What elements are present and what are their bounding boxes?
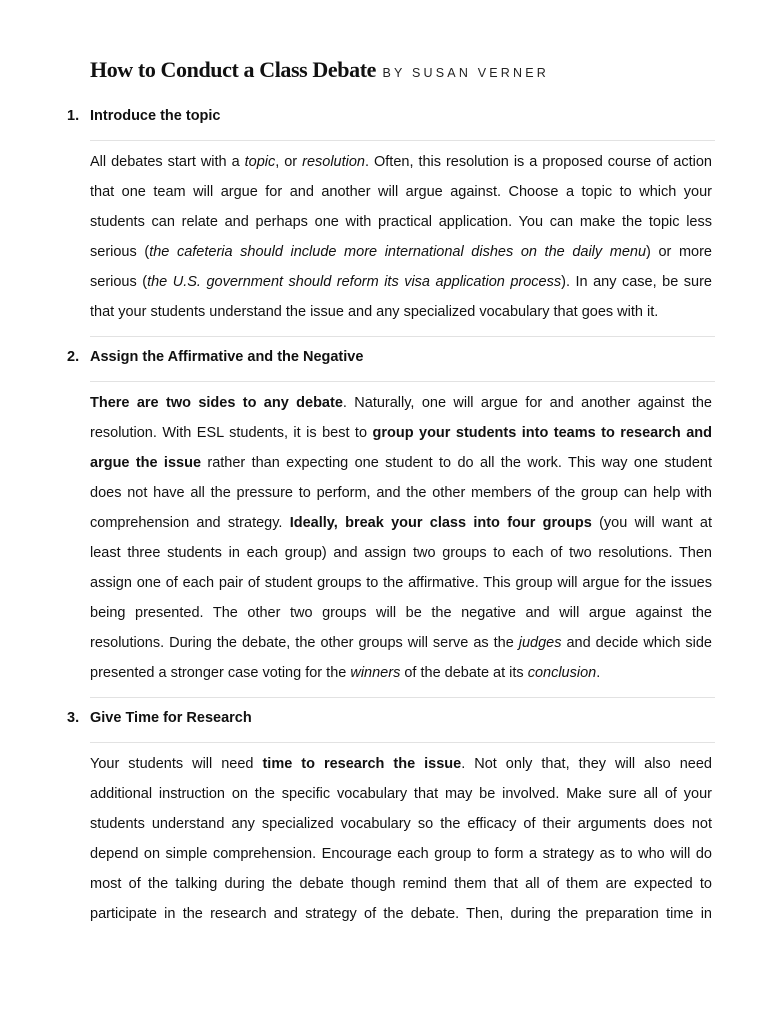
paragraph-line: [90, 478, 712, 508]
text-run: presented a stronger case voting for the: [90, 665, 351, 681]
paragraph-line: [90, 538, 712, 568]
section-number: 1.: [67, 108, 80, 124]
text-run: depend on simple comprehension. Encourage each group to form a strategy as to who will do: [90, 846, 712, 862]
document-title: How to Conduct a Class Debate: [90, 57, 377, 82]
section-title: Introduce the topic: [90, 108, 221, 124]
paragraph-line: [90, 749, 712, 779]
paragraph-line: [90, 297, 712, 327]
text-run: ) or more: [646, 244, 712, 260]
text-run: . Often, this resolution is a proposed course of action: [364, 154, 712, 170]
paragraph-line: [90, 839, 712, 869]
paragraph-line: [90, 237, 712, 267]
paragraph-line: [90, 809, 712, 839]
bold-text: argue the issue: [90, 455, 202, 471]
text-run: .: [596, 665, 601, 681]
text-run: additional instruction on the specific vocabulary that may be involved. Make sure all of your: [90, 786, 712, 802]
text-run: and decide which side: [561, 635, 712, 651]
section-title: Assign the Affirmative and the Negative: [90, 349, 364, 365]
italic-text: the cafeteria should include more international dishes on the daily menu: [149, 244, 647, 260]
text-run: (you will want at: [591, 515, 712, 531]
text-run: . Naturally, one will argue for and another against the: [342, 395, 712, 411]
section-number: 3.: [67, 710, 80, 726]
text-run: that one team will argue for and another will argue against. Choose a topic to which your: [90, 184, 712, 200]
italic-text: judges: [518, 635, 562, 651]
text-run: All debates start with a: [90, 154, 245, 170]
text-run: Your students will need: [90, 756, 263, 772]
text-run: ). In any case, be sure: [561, 274, 712, 290]
italic-text: the U.S. government should reform its visa application process: [147, 274, 562, 290]
text-run: participate in the research and strategy of the debate. Then, during the preparation time in: [90, 906, 712, 922]
title-line: [90, 57, 549, 83]
text-run: of the debate at its: [400, 665, 528, 681]
section-heading-1: [67, 108, 221, 124]
section-number: 2.: [67, 349, 80, 365]
paragraph-line: [90, 658, 712, 688]
bold-text: time to research the issue: [262, 756, 462, 772]
text-run: students can relate and perhaps one with practical application. You can make the topic less: [90, 214, 712, 230]
text-run: least three students in each group) and assign two groups to each of two resolutions. Then: [90, 545, 712, 561]
text-run: serious (: [90, 244, 150, 260]
text-run: serious (: [90, 274, 148, 290]
paragraph-line: [90, 568, 712, 598]
text-run: that your students understand the issue and any specialized vocabulary that goes with it.: [90, 304, 659, 320]
italic-text: winners: [350, 665, 401, 681]
paragraph-line: [90, 267, 712, 297]
bold-text: group your students into teams to research and: [372, 425, 713, 441]
paragraph-line: [90, 508, 712, 538]
section-heading-3: [67, 710, 252, 726]
paragraph-line: [90, 869, 712, 899]
text-run: rather than expecting one student to do all the work. This way one student: [201, 455, 713, 471]
section-body-1: [90, 147, 712, 327]
section-divider: [90, 742, 715, 743]
paragraph-line: [90, 448, 712, 478]
paragraph-line: [90, 899, 712, 929]
text-run: students understand any specialized vocabulary so the efficacy of their arguments does not: [90, 816, 712, 832]
section-divider: [90, 381, 715, 382]
paragraph-line: [90, 177, 712, 207]
italic-text: topic: [244, 154, 276, 170]
section-divider: [90, 697, 715, 698]
italic-text: conclusion: [527, 665, 597, 681]
paragraph-line: [90, 388, 712, 418]
text-run: resolutions. During the debate, the other groups will serve as the: [90, 635, 519, 651]
text-run: comprehension and strategy.: [90, 515, 290, 531]
text-run: . Not only that, they will also need: [461, 756, 712, 772]
paragraph-line: [90, 779, 712, 809]
author-byline: BY SUSAN VERNER: [382, 66, 550, 80]
italic-text: resolution: [302, 154, 365, 170]
section-body-3: [90, 749, 712, 929]
text-run: being presented. The other two groups will be the negative and will argue against the: [90, 605, 712, 621]
text-run: assign one of each pair of student groups to the affirmative. This group will argue for the issues: [90, 575, 712, 591]
section-divider: [90, 140, 715, 141]
section-title: Give Time for Research: [90, 710, 252, 726]
text-run: , or: [275, 154, 303, 170]
section-body-2: [90, 388, 712, 688]
paragraph-line: [90, 418, 712, 448]
paragraph-line: [90, 147, 712, 177]
section-divider: [90, 336, 715, 337]
paragraph-line: [90, 598, 712, 628]
text-run: does not have all the pressure to perform, and the other members of the group can help with: [90, 485, 712, 501]
bold-text: There are two sides to any debate: [90, 395, 343, 411]
text-run: most of the talking during the debate though remind them that all of them are expected to: [90, 876, 712, 892]
paragraph-line: [90, 207, 712, 237]
section-heading-2: [67, 349, 363, 365]
text-run: resolution. With ESL students, it is best to: [90, 425, 373, 441]
paragraph-line: [90, 628, 712, 658]
bold-text: Ideally, break your class into four groups: [289, 515, 592, 531]
